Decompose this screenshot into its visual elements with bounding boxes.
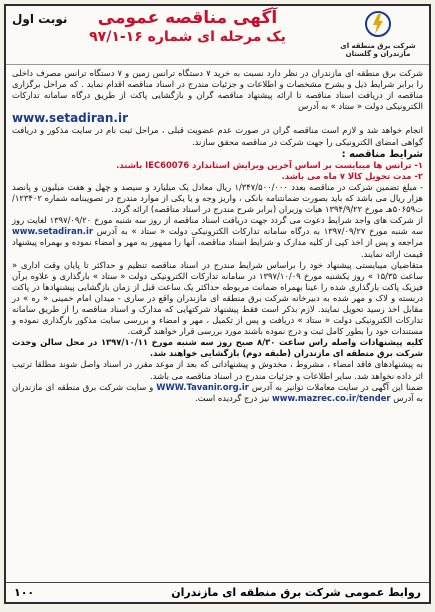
notice-body [6,65,429,404]
footer-org: روابط عمومی شرکت برق منطقه ای مازندران [171,586,421,599]
footer-code: ۱۰۰ [14,586,35,599]
intro-text: شرکت برق منطقه ای مازندران در نظر دارد نسبت به خرید ۷ دستگاه ترانس زمین و ۷ دستگاه ترانس مصرف داخلی را برابر شرایط ذیل و بشرح مشخصات و اطلاعات و جزئیات مندرج در اسناد مناقصه اقدام نماید . که مراحل برگزاری مناقصه از دریافت اسناد مناقصه تا ارائه پیشنهاد مناقصه گران و بازگشایی پاکت از طریق درگاه سامانه تدارکات الکترونیکی دولت « ستاد » به آدرس [12,68,424,112]
condition-1: ۱- ترانس ها میبایست بر اساس آخرین ویرایش استاندارد IEC60076 باشند. [116,159,423,170]
submission-paragraph: متقاضیان میبایستی پیشنهاد خود را براساس شرایط مندرج در اسناد مناقصه تنظیم و حداکثر تا پایان وقت اداری « ساعت ۱۵/۳۵ » روز یکشنبه مورخ ۱۳۹۷/۱۰/۰۹ در سامانه تدارکات الکترونیکی دولت « ستاد » بارگذاری و علاوه برآن فیزیک پاکت بارگذاری شده را عینا بهمراه ضمانت مربوطه حداکثر یک ساعت قبل از زمان بازگشایی پیشنهادها در پاکت دربسته و لاک و مهر شده به دبیرخانه شرکت برق منطقه ای مازندران واقع در ساری - میدان امام خمینی « ره » در مقابل اخذ رسید تحویل نمایند. لازم بذکر است فقط پیشنهاد شرکتهایی که مدارک و اسناد مناقصه را از طریق سامانه تدارکات الکترونیکی دولت « ستاد » دریافت و پس از تکمیل ، مهر و امضاء و بررسی سایت مذکور بارگذاری نموده و مستندات خود را بطور کامل ثبت و درج نموده باشند مورد بررسی قرار خواهند گرفت. [12,259,424,337]
footer [6,582,429,602]
title-block [46,8,329,46]
publication-round: نوبت اول [12,12,68,26]
notice-title: آگهی مناقصه عمومی [97,8,278,28]
org-name-line1: شرکت برق منطقه ای [340,42,416,50]
publication-text: ضمنا این آگهی در سایت معاملات توانیر به آدرس [251,381,423,392]
org-name-line2: مازندران و گلستان [345,50,411,58]
documents-paragraph [12,215,423,259]
tender-notice [4,4,431,604]
notice-subtitle: یک مرحله ای شماره ۱۶-۹۷/۱ [89,29,286,45]
setad-site-link-1[interactable]: www.setadiran.ir [12,111,129,126]
intro-paragraph [12,68,423,112]
guarantee-paragraph: - مبلغ تضمین شرکت در مناقصه بعدد ۱/۳۴۷/۵۰۰/۰۰۰ ریال معادل یک میلیارد و سیصد و چهل و هفت میلیون و پانصد هزار ریال می باشد که باید بصورت ضمانتنامه بانکی ، واریز وجه و یا یکی از موارد مندرج در تصویبنامه شماره ۱۲۳۴۰۲/ت۵۰۶۵۹هـ مورخ ۱۳۹۴/۹/۲۲ هیات وزیران (برابر شرح مندرج در اسناد مناقصه) ارائه گردد. [12,181,424,215]
opening-paragraph: کلیه پیشنهادات واصله راس ساعت ۸/۳۰ صبح روز سه شنبه مورخ ۱۳۹۷/۱۰/۱۱ در محل سالن وحدت شرکت برق منطقه ای مازندران (طبقه دوم) بازگشایی خواهند شد. [12,337,423,359]
publication-paragraph [12,382,423,404]
logo-block [333,10,423,58]
condition-2: ۲- مدت تحویل کالا ۷ ماه می باشد. [281,170,423,181]
publication-text-2: و سایت شرکت برق منطقه ای مازندران به آدرس [12,381,423,403]
rejection-paragraph: به پیشنهادهای فاقد امضاء ، مشروط ، مخدوش و پیشنهاداتی که بعد از موعد مقرر در اسناد واصل شوند مطلقا ترتیب اثر داده نخواهد شد. سایر اطلاعات و جزئیات مندرج در اسناد مناقصه می باشد. [12,359,423,381]
documents-text: از شرکت های واجد شرایط دعوت می گردد جهت دریافت اسناد مناقصه از روز سه شنبه مورخ ۱۳۹۷/۰۹/۲۰ لغایت روز سه شنبه مورخ ۱۳۹۷/۰۹/۲۷ به درگاه سامانه تدارکات الکترونیکی دولت « ستاد » به آدرس [12,215,424,237]
company-logo-icon [364,10,392,38]
header [6,6,429,65]
publication-text-3: نیز درج گردیده است. [195,392,270,403]
tavanir-site-link[interactable]: WWW.Tavanir.org.ir [156,381,249,392]
conditions-heading: شرایط مناقصه : [341,148,423,160]
documents-text-2: مراجعه و پس از اخذ کپی از کلیه مدارک و شرایط اسناد مناقصه، آنها را ممهور به مهر و امضاء نموده و بهمراه پیشنهاد قیمت ارائه نمایند. [12,237,423,259]
intro-paragraph-2: انجام خواهد شد و لازم است مناقصه گران در صورت عدم عضویت قبلی ، مراحل ثبت نام در سایت مذکور و دریافت گواهی امضای الکترونیکی را جهت شرکت در مناقصه محقق سازند. [12,125,423,147]
mazrec-site-link[interactable]: www.mazrec.co.ir/tender [272,392,391,403]
setad-site-link-2[interactable]: www.setadiran.ir [12,226,93,237]
